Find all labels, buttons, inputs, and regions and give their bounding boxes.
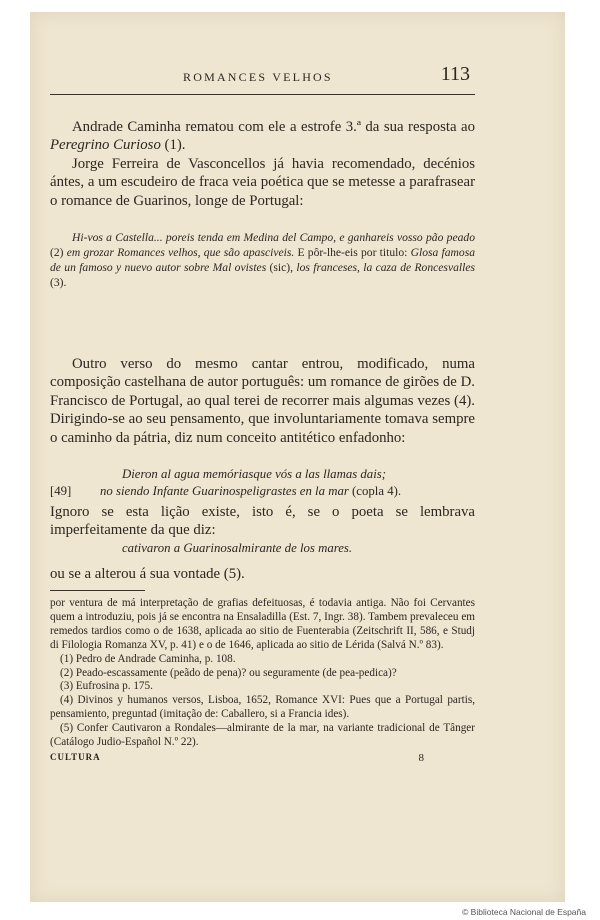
footnote-2: (2) Peado-escassamente (peãdo de pena)? ou seguramente (de pea-pedica)? <box>60 666 397 679</box>
verse-line: cativaron a Guarinosalmirante de los mares. <box>122 541 353 555</box>
paragraph-vontade: ou se a alterou á sua vontade (5). <box>50 566 245 582</box>
footnote-4: (4) Divinos y humanos versos, Lisboa, 1652, Romance XVI: Pues que a Portugal partis, pensamiento, preguntad (imitação de: Caballero, si a Francia ides). <box>50 694 475 721</box>
signature-number: 8 <box>418 752 425 764</box>
footnote-rule <box>50 590 145 591</box>
verse-block-2 <box>50 540 475 557</box>
paragraph-vasconcellos: Jorge Ferreira de Vasconcellos já havia recomendado, decénios ántes, a um escudeiro de fraca veia poética que se metesse a parafrasear o romance de Guarinos, longe de Portugal: <box>50 156 475 209</box>
signature-label: CULTURA <box>50 752 101 762</box>
printer-signature <box>50 752 475 766</box>
verse-line: Dieron al agua memóriasque vós a las llamas dais; <box>122 467 386 481</box>
quote-block: Hi-vos a Castella... poreis tenda em Medina del Campo, e ganhareis vosso pão peado (2) em grozar Romances velhos, que são apasciveis. E pôr-lhe-eis por titulo: Glosa famosa de un famoso y nuevo autor sobre Mal ovistes (sic), los franceses, la caza de Roncesvalles (3). <box>50 231 476 289</box>
verse-block-1 <box>50 466 475 500</box>
footnote-continuation: por ventura de má interpretação de grafias defeituosas, é todavia antiga. Não foi Cervantes quem a introduziu, pois já se encontra na Ensaladilla (Est. 7, Ingr. 38). Tambem prevaleceu em remedos tardios como o de 1638, aplicada ao sitio de Fuenterabia (Zeitschrift II, 586, e Studj di Filologia Romanza XV, p. 41) e o de 1646, aplicada ao sitio de Lérida (Salvá N.º 83). <box>50 597 475 651</box>
paragraph-caminha: Andrade Caminha rematou com ele a estrofe 3.ª da sua resposta ao Peregrino Curioso (1). <box>50 119 475 154</box>
verse-line: [49] no siendo Infante Guarinospeligrastes en la mar (copla 4). <box>50 484 402 498</box>
paragraph-licao: Ignoro se esta lição existe, isto é, se o poeta se lembrava imperfeitamente da que diz: <box>50 504 475 539</box>
running-header <box>48 63 478 88</box>
library-credit: © Biblioteca Nacional de España <box>462 907 586 917</box>
footnote-5: (5) Confer Cautivaron a Rondales—almirante de la mar, na variante tradicional de Tânger (Catálogo Judio-Español N.º 22). <box>50 722 475 749</box>
header-rule <box>50 94 475 95</box>
paragraph-girones: Outro verso do mesmo cantar entrou, modificado, numa composição castelhana de autor português: um romance de girões de D. Francisco de Portugal, ao qual terei de recorrer mais algumas vezes (4). Dirigindo-se ao seu pensamento, que involuntariamente tomava sempre o caminho da pátria, diz num conceito antitético enfadonho: <box>50 356 475 446</box>
footnote-1: (1) Pedro de Andrade Caminha, p. 108. <box>60 652 236 665</box>
page-number: 113 <box>440 63 470 85</box>
footnotes <box>50 597 475 750</box>
footnote-3: (3) Eufrosina p. 175. <box>60 680 153 693</box>
running-title: ROMANCES VELHOS <box>183 70 333 84</box>
